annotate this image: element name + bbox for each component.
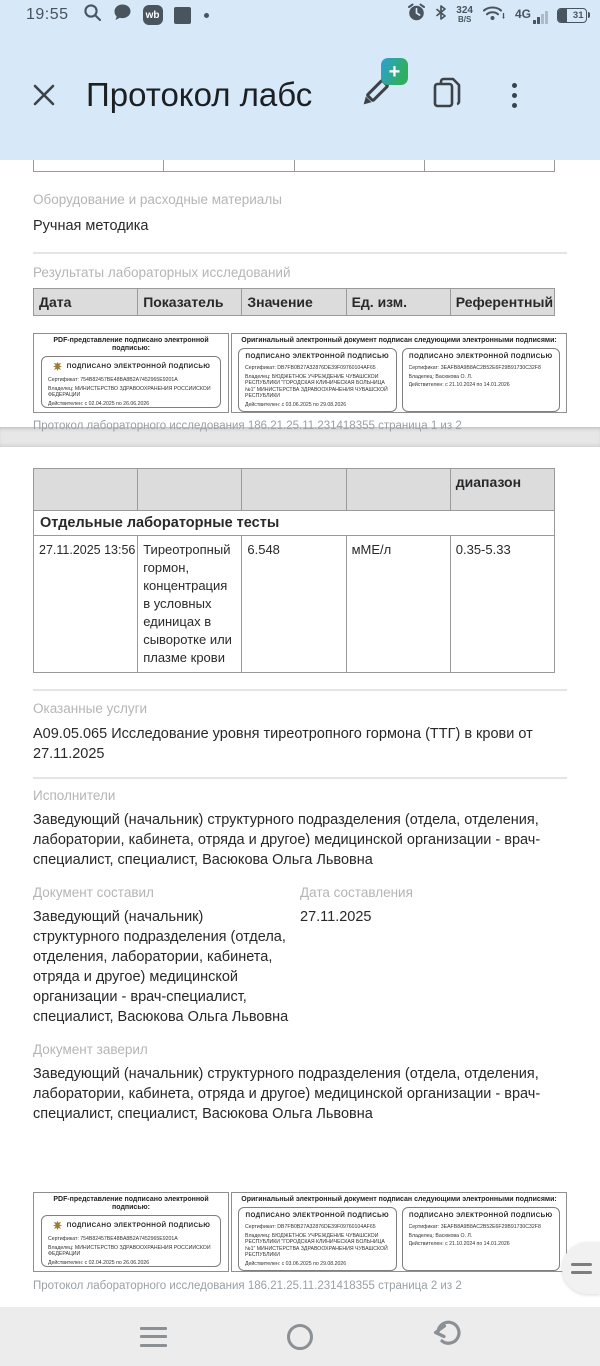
signed-caption: ПОДПИСАНО ЭЛЕКТРОННОЙ ПОДПИСЬЮ	[66, 1222, 211, 1229]
battery-fill	[558, 9, 567, 22]
bluetooth-icon	[435, 4, 447, 26]
app-bar	[0, 30, 600, 160]
signed-caption: ПОДПИСАНО ЭЛЕКТРОННОЙ ПОДПИСЬЮ	[245, 1212, 389, 1219]
composed-value: Заведующий (начальник) структурного подразделения (отдела, отделения, лаборатории, кабинета, отряда и другое) медицинской организации - врач-специалист, специалист, Васюкова Ольга Львовна	[33, 909, 289, 1025]
pdf-signature-box	[33, 333, 229, 413]
result-unit-cell: мМЕ/л	[346, 536, 450, 673]
empty-header-cell	[242, 469, 346, 511]
wb-app-icon: wb	[143, 5, 163, 25]
page-1-footer: Протокол лабораторного исследования 186.21.25.11.231418355 страница 1 из 2	[33, 420, 462, 432]
signed-caption: ПОДПИСАНО ЭЛЕКТРОННОЙ ПОДПИСЬЮ	[409, 353, 553, 360]
empty-header-cell	[34, 469, 138, 511]
certificate-line: Сертификат: 754B82457BE48BA8B2A7452965E9201A	[48, 377, 178, 383]
home-button[interactable]	[270, 1314, 330, 1360]
certificate-line: Сертификат: 754B82457BE48BA8B2A7452965E9201A	[48, 1236, 178, 1242]
certificate-line: Сертификат: DB7FB0B27A32876DE39F09760104AF65	[245, 1224, 376, 1230]
owner-line: Владелец: БЮДЖЕТНОЕ УЧРЕЖДЕНИЕ ЧУВАШСКОЙ РЕСПУБЛИКИ "ГОРОДСКАЯ КЛИНИЧЕСКАЯ БОЛЬНИЦА №1" МИНИСТЕРСТВА ЗДРАВООХРАНЕНИЯ ЧУВАШСКОЙ РЕСПУБЛИКИ	[245, 373, 388, 399]
result-date-cell: 27.11.2025 13:56	[34, 536, 138, 673]
owner-line: Владелец: БЮДЖЕТНОЕ УЧРЕЖДЕНИЕ ЧУВАШСКОЙ РЕСПУБЛИКИ "ГОРОДСКАЯ КЛИНИЧЕСКАЯ БОЛЬНИЦА №1" МИНИСТЕРСТВА ЗДРАВООХРАНЕНИЯ ЧУВАШСКОЙ РЕСПУБЛИКИ	[245, 1232, 388, 1258]
chat-icon	[113, 3, 132, 27]
page-2-footer: Протокол лабораторного исследования 186.21.25.11.231418355 страница 2 из 2	[33, 1280, 462, 1292]
back-button[interactable]	[417, 1314, 477, 1360]
validity-line: Действителен: с 03.06.2025 по 29.08.2026	[245, 401, 347, 408]
executors-label: Исполнители	[33, 788, 116, 803]
certificate-line: Сертификат: 3EAFB8A9B8AC2B52E6F29B91730C32F8	[408, 365, 541, 371]
header-date: Дата	[34, 289, 138, 316]
owner-line: Владелец: МИНИСТЕРСТВО ЗДРАВООХРАНЕНИЯ РОССИЙСКОЙ ФЕДЕРАЦИИ	[48, 1244, 211, 1257]
equipment-label: Оборудование и расходные материалы	[33, 192, 282, 207]
owner-line: Владелец: Васюкова О. Л.	[408, 1232, 473, 1239]
result-value-cell: 6.548	[242, 536, 346, 673]
composed-label: Документ составил	[33, 885, 154, 900]
battery-percent: 31	[572, 9, 584, 21]
alarm-icon	[407, 3, 426, 27]
validity-line: Действителен: с 03.06.2025 по 29.08.2026	[245, 1260, 347, 1267]
overflow-menu-button[interactable]	[494, 72, 534, 118]
result-range-cell: 0.35-5.33	[450, 536, 554, 673]
original-signature-title: Оригинальный электронный документ подписан следующими электронными подписями:	[241, 1196, 557, 1203]
validity-line: Действителен: с 02.04.2025 по 26.06.2026	[48, 400, 150, 407]
result-indicator-cell: Тиреотропный гормон, концентрация в условных единицах в сыворотке или плазме крови	[138, 536, 242, 673]
section-divider	[33, 777, 567, 779]
section-divider	[33, 689, 567, 691]
header-unit: Ед. изм.	[346, 289, 450, 316]
notification-dot-icon	[204, 13, 209, 18]
clipped-table-row	[33, 160, 555, 172]
signed-caption: ПОДПИСАНО ЭЛЕКТРОННОЙ ПОДПИСЬЮ	[66, 363, 211, 370]
results-table	[33, 288, 555, 316]
equipment-value: Ручная методика	[33, 218, 149, 234]
close-button[interactable]	[24, 75, 64, 115]
recents-button[interactable]	[123, 1314, 183, 1360]
validity-line: Действителен: с 21.10.2024 по 14.01.2026	[408, 1241, 510, 1247]
clock: 19:55	[26, 6, 69, 23]
cellular-indicator	[515, 7, 548, 24]
original-signature-box	[231, 1192, 567, 1272]
signature-block	[33, 1192, 567, 1272]
document-page-1	[0, 160, 600, 432]
services-label: Оказанные услуги	[33, 701, 148, 716]
empty-header-cell	[346, 469, 450, 511]
owner-line: Владелец: МИНИСТЕРСТВО ЗДРАВООХРАНЕНИЯ РОССИЙСКОЙ ФЕДЕРАЦИИ	[48, 385, 211, 398]
search-icon	[83, 3, 102, 27]
composition-columns	[33, 885, 567, 1027]
pdf-signature-box	[33, 1192, 229, 1272]
page-title: Протокол лабс	[86, 76, 313, 113]
executors-value: Заведующий (начальник) структурного подразделения (отдела, отделения, лаборатории, кабинета, отряда и другое) медицинской организации - врач-специалист, специалист, Васюкова Ольга Львовна	[33, 812, 541, 868]
group-row: Отдельные лабораторные тесты	[34, 511, 555, 536]
certified-value: Заведующий (начальник) структурного подразделения (отдела, отделения, лаборатории, кабинета, отряда и другое) медицинской организации - врач-специалист, специалист, Васюкова Ольга Львовна	[33, 1066, 541, 1122]
wifi-icon	[482, 4, 506, 27]
add-badge-icon: +	[381, 58, 408, 85]
network-type: 4G	[514, 6, 531, 21]
signed-caption: ПОДПИСАНО ЭЛЕКТРОННОЙ ПОДПИСЬЮ	[245, 353, 389, 360]
pdf-signature-title: PDF-представление подписано электронной подписью:	[53, 337, 209, 352]
validity-line: Действителен: с 02.04.2025 по 26.06.2026	[48, 1259, 150, 1266]
back-arrow-icon	[432, 1320, 462, 1353]
document-viewer[interactable]	[0, 160, 600, 1328]
certified-label: Документ заверил	[33, 1042, 148, 1057]
home-circle-icon	[287, 1324, 313, 1350]
header-reference: Референтный	[450, 289, 554, 316]
composition-date-label: Дата составления	[300, 885, 413, 900]
copy-button[interactable]	[424, 72, 470, 118]
range-header-cell: диапазон	[450, 469, 554, 511]
menu-icon	[140, 1327, 167, 1347]
data-rate: 324 B/S	[456, 5, 473, 24]
coat-of-arms-icon	[52, 361, 63, 372]
pdf-signature-title: PDF-представление подписано электронной подписью:	[53, 1196, 209, 1211]
edit-button[interactable]	[352, 60, 401, 118]
header-indicator: Показатель	[138, 289, 242, 316]
kebab-menu-icon	[512, 83, 517, 108]
signature-block	[33, 333, 567, 413]
results-label: Результаты лабораторных исследований	[33, 265, 291, 280]
tests-table	[33, 468, 555, 673]
square-app-icon	[174, 7, 191, 24]
certificate-line: Сертификат: DB7FB0B27A32876DE39F09760104AF65	[245, 365, 376, 371]
validity-line: Действителен: с 21.10.2024 по 14.01.2026	[408, 382, 510, 388]
services-value: А09.05.065 Исследование уровня тиреотропного гормона (ТТГ) в крови от 27.11.2025	[33, 726, 533, 762]
original-signature-title: Оригинальный электронный документ подписан следующими электронными подписями:	[241, 337, 557, 344]
status-bar	[0, 0, 600, 30]
header-value: Значение	[242, 289, 346, 316]
certificate-line: Сертификат: 3EAFB8A9B8AC2B52E6F29B91730C32F8	[408, 1224, 541, 1230]
section-divider	[33, 252, 567, 254]
original-signature-box	[231, 333, 567, 413]
coat-of-arms-icon	[52, 1220, 63, 1231]
battery-indicator	[557, 8, 591, 23]
owner-line: Владелец: Васюкова О. Л.	[408, 373, 473, 380]
copy-icon	[429, 75, 465, 116]
document-page-2	[0, 468, 600, 1328]
signed-caption: ПОДПИСАНО ЭЛЕКТРОННОЙ ПОДПИСЬЮ	[409, 1212, 553, 1219]
signal-bars-icon	[533, 11, 548, 24]
composition-date-value: 27.11.2025	[300, 909, 372, 925]
empty-header-cell	[138, 469, 242, 511]
navigation-bar	[0, 1307, 600, 1366]
